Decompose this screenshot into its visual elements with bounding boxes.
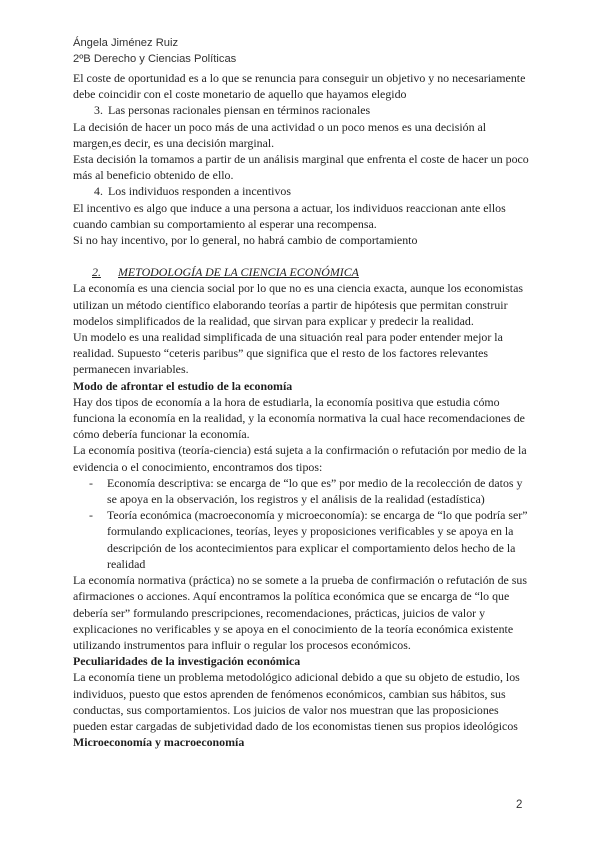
paragraph: Esta decisión la tomamos a partir de un análisis marginal que enfrenta el coste de hacer un poco más al beneficio obtenido de ello. xyxy=(73,152,529,183)
paragraph: La economía tiene un problema metodológico adicional debido a que su objeto de estudio, los individuos, puesto que estos aprenden de fenómenos económicos, cambian sus hábitos, sus conductas, sus comportamientos. Los juicios de valor nos muestran que las proposiciones pueden estar cargadas de subjetividad dado de los economistas tienen sus propios ideológicos xyxy=(73,670,520,733)
paragraph: La decisión de hacer un poco más de una actividad o un poco menos es una decisión al margen,es decir, es una decisión marginal. xyxy=(73,119,487,150)
numbered-item xyxy=(94,102,529,118)
item-text: Los individuos responden a incentivos xyxy=(108,184,291,199)
page-number: 2 xyxy=(516,799,523,811)
paragraph: El coste de oportunidad es a lo que se renuncia para conseguir un objetivo y no necesariamente debe coincidir con el coste monetario de aquello que hayamos elegido xyxy=(73,71,526,102)
paragraph: Si no hay incentivo, por lo general, no habrá cambio de comportamiento xyxy=(73,233,418,248)
section-heading xyxy=(92,264,529,280)
item-text: Las personas racionales piensan en términos racionales xyxy=(108,103,371,118)
bullet-dash: - xyxy=(89,475,93,490)
item-number: 3. xyxy=(94,103,103,118)
paragraph: La economía normativa (práctica) no se somete a la prueba de confirmación o refutación de sus afirmaciones o acciones. Aquí encontramos la política económica que se encarga de “lo que debería ser” formulando prescripciones, recomendaciones, prácticas, juicios de valor y explicaciones no verificables y se apoya en el conocimiento de la teoría económica existente utilizando instrumentos para influir o regular los procesos económicos. xyxy=(73,573,527,652)
paragraph: El incentivo es algo que induce a una persona a actuar, los individuos reaccionan ante ellos cuando cambian su comportamiento al esperar una recompensa. xyxy=(73,200,506,231)
bullet-item xyxy=(89,507,529,572)
section-number: 2. xyxy=(92,265,101,280)
subheading: Peculiaridades de la investigación económica xyxy=(73,654,301,669)
document-body xyxy=(73,70,529,750)
bullet-dash: - xyxy=(89,508,93,523)
section-title: METODOLOGÍA DE LA CIENCIA ECONÓMICA xyxy=(118,265,359,280)
author-name: Ángela Jiménez Ruiz xyxy=(73,37,179,49)
paragraph: La economía positiva (teoría-ciencia) está sujeta a la confirmación o refutación por medio de la evidencia o el conocimiento, encontramos dos tipos: xyxy=(73,443,527,474)
page-header xyxy=(73,35,236,67)
paragraph: Un modelo es una realidad simplificada de una situación real para poder entender mejor la realidad. Supuesto “ceteris paribus” que significa que el resto de los factores relevantes permanecen invariables. xyxy=(73,330,503,377)
subheading: Microeconomía y macroeconomía xyxy=(73,735,245,750)
subheading: Modo de afrontar el estudio de la economía xyxy=(73,378,293,393)
paragraph: Hay dos tipos de economía a la hora de estudiarla, la economía positiva que estudia cómo funciona la economía en la realidad, y la economía normativa la cual hace recomendaciones de cómo debería funcionar la economía. xyxy=(73,394,525,442)
item-number: 4. xyxy=(94,184,103,199)
bullet-item xyxy=(89,475,529,507)
numbered-item xyxy=(94,183,529,199)
bullet-text: Teoría económica (macroeconomía y microeconomía): se encarga de “lo que podría ser” formulando explicaciones, teorías, leyes y proposiciones verificables y se apoya en la descripción de los acontecimientos para explicar el comportamiento delos hecho de la realidad xyxy=(107,508,528,571)
paragraph: La economía es una ciencia social por lo que no es una ciencia exacta, aunque los economistas utilizan un método científico elaborando teorías a partir de hipótesis que permitan construir modelos simplificados de la realidad, que sirvan para explicar y predecir la realidad. xyxy=(73,281,524,328)
course-name: 2ºB Derecho y Ciencias Políticas xyxy=(73,53,237,65)
bullet-text: Economía descriptiva: se encarga de “lo que es” por medio de la recolección de datos y se apoya en la observación, los registros y el análisis de la realidad (estadística) xyxy=(107,475,523,507)
